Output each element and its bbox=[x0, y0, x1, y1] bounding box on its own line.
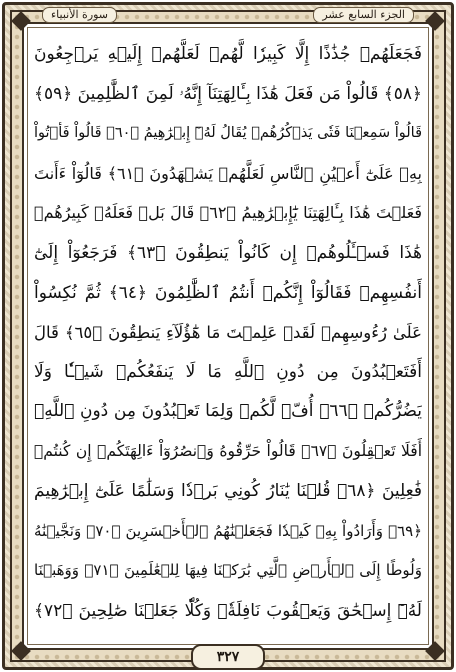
text-line: يَضُرُّكُمۡ ﴿٦٦﴾ أُفّٖ لَّكُمۡ وَلِمَا تَعۡبُدُونَ مِن دُونِ ٱللَّهِۚ bbox=[34, 401, 422, 422]
text-line: أَفَتَعۡبُدُونَ مِن دُونِ ٱللَّهِ مَا لَا يَنفَعُكُمۡ شَيۡـٔٗا وَلَا bbox=[34, 361, 422, 382]
text-line: أَفَلَا تَعۡقِلُونَ ﴿٦٧﴾ قَالُواْ حَرِّقُوهُ وَٱنصُرُوٓاْ ءَالِهَتَكُمۡ إِن كُنتُمۡ bbox=[34, 442, 422, 461]
quran-text-block bbox=[34, 34, 422, 630]
text-line: فَٰعِلِينَ ﴿٦٨﴾ قُلۡنَا يَٰنَارُ كُونِي بَرۡدٗا وَسَلَٰمًا عَلَىٰٓ إِبۡرَٰهِيمَ bbox=[34, 481, 422, 502]
text-line: ﴿٥٨﴾ قَالُواْ مَن فَعَلَ هَٰذَا بِـَٔالِهَتِنَآ إِنَّهُۥ لَمِنَ ٱلظَّٰلِمِينَ ﴿٥٩﴾ bbox=[34, 84, 422, 105]
text-line: لَهُۥٓ إِسۡحَٰقَ وَيَعۡقُوبَ نَافِلَةٗۖ وَكُلّٗا جَعَلۡنَا صَٰلِحِينَ ﴿٧٢﴾ bbox=[34, 600, 422, 621]
text-line: وَلُوطًا إِلَى ٱلۡأَرۡضِ ٱلَّتِي بَٰرَكۡنَا فِيهَا لِلۡعَٰلَمِينَ ﴿٧١﴾ وَوَهَبۡنَا bbox=[34, 561, 422, 580]
text-line: ﴿٦٩﴾ وَأَرَادُواْ بِهِۦ كَيۡدٗا فَجَعَلۡنَٰهُمُ ٱلۡأَخۡسَرِينَ ﴿٧٠﴾ وَنَجَّيۡنَٰهُ bbox=[34, 521, 422, 540]
text-line: قَالُواْ سَمِعۡنَا فَتٗى يَذۡكُرُهُمۡ يُقَالُ لَهُۥٓ إِبۡرَٰهِيمُ ﴿٦٠﴾ قَالُواْ فَأۡتُواْ bbox=[34, 125, 422, 142]
page-number: ٣٢٧ bbox=[191, 644, 265, 670]
text-line: عَلَىٰ رُءُوسِهِمۡ لَقَدۡ عَلِمۡتَ مَا هَٰٓؤُلَآءِ يَنطِقُونَ ﴿٦٥﴾ قَالَ bbox=[34, 322, 422, 342]
surah-name: سورة الأنبياء bbox=[42, 7, 117, 23]
text-line: فَجَعَلَهُمۡ جُذَٰذًا إِلَّا كَبِيرٗا لَّهُمۡ لَعَلَّهُمۡ إِلَيۡهِ يَرۡجِعُونَ bbox=[34, 43, 422, 64]
text-line: أَنفُسِهِمۡ فَقَالُوٓاْ إِنَّكُمۡ أَنتُمُ ٱلظَّٰلِمُونَ ﴿٦٤﴾ ثُمَّ نُكِسُواْ bbox=[34, 282, 422, 303]
text-line: هَٰذَا فَسۡـَٔلُوهُمۡ إِن كَانُواْ يَنطِقُونَ ﴿٦٣﴾ فَرَجَعُوٓاْ إِلَىٰٓ bbox=[34, 243, 422, 264]
text-line: بِهِۦ عَلَىٰٓ أَعۡيُنِ ٱلنَّاسِ لَعَلَّهُمۡ يَشۡهَدُونَ ﴿٦١﴾ قَالُوٓاْ ءَأَنتَ bbox=[34, 163, 422, 183]
juz-label: الجزء السابع عشر bbox=[313, 7, 414, 23]
page-header bbox=[26, 6, 430, 24]
text-line: فَعَلۡتَ هَٰذَا بِـَٔالِهَتِنَا يَٰٓإِبۡرَٰهِيمُ ﴿٦٢﴾ قَالَ بَلۡ فَعَلَهُۥ كَبِيرُهُمۡ bbox=[34, 203, 422, 223]
